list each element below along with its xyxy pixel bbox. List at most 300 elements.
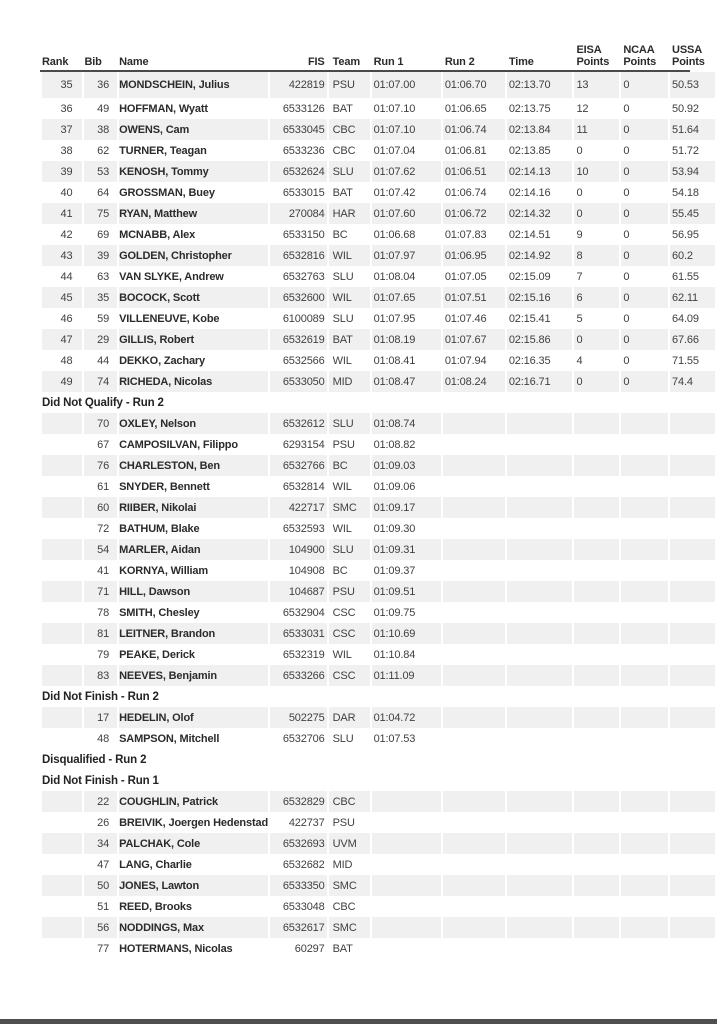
cell-time: 02:14.13	[507, 161, 573, 182]
cell-ncaa	[621, 917, 668, 938]
cell-ussa: 67.66	[670, 329, 715, 350]
cell-eisa: 13	[574, 72, 619, 98]
cell-run1: 01:08.74	[372, 413, 441, 434]
cell-name: DEKKO, Zachary	[119, 354, 206, 367]
cell-ussa: 56.95	[672, 228, 699, 241]
cell-ussa	[670, 665, 715, 686]
cell-run2	[443, 455, 505, 476]
cell-eisa	[574, 476, 619, 497]
cell-fis: 6533236	[282, 144, 325, 157]
table-row	[42, 497, 715, 518]
cell-run1: 01:04.72	[372, 707, 441, 728]
cell-ncaa	[621, 707, 668, 728]
cell-fis: 6533031	[270, 623, 327, 644]
table-row	[42, 812, 715, 833]
table-row	[42, 623, 715, 644]
cell-eisa: 9	[576, 228, 583, 241]
cell-team: CBC	[332, 900, 356, 913]
cell-ncaa	[621, 455, 668, 476]
cell-fis: 6533266	[270, 665, 327, 686]
cell-time: 02:14.92	[507, 245, 573, 266]
col-header-fis: FIS	[307, 56, 325, 68]
cell-run1: 01:07.42	[373, 186, 416, 199]
cell-time	[507, 875, 573, 896]
cell-ussa	[670, 917, 715, 938]
cell-bib: 44	[97, 354, 110, 367]
cell-run2: 01:07.83	[444, 228, 487, 241]
cell-ussa	[670, 560, 715, 581]
cell-eisa	[574, 413, 619, 434]
cell-team: WIL	[332, 480, 352, 493]
cell-team: MID	[332, 858, 353, 871]
cell-time: 02:14.32	[507, 203, 573, 224]
cell-eisa	[574, 665, 619, 686]
cell-fis: 6532763	[282, 270, 325, 283]
cell-run1	[372, 854, 441, 875]
cell-eisa: 7	[576, 270, 583, 283]
cell-eisa: 4	[576, 354, 583, 367]
cell-rank	[42, 623, 82, 644]
header-divider	[40, 70, 690, 72]
cell-time: 02:16.71	[507, 371, 573, 392]
table-row	[42, 707, 715, 728]
cell-rank: 39	[42, 161, 82, 182]
cell-name: BATHUM, Blake	[119, 522, 200, 535]
cell-bib: 79	[97, 648, 110, 661]
cell-name: RYAN, Matthew	[119, 203, 268, 224]
cell-eisa	[574, 434, 619, 455]
cell-run1	[372, 896, 441, 917]
cell-run1	[372, 833, 441, 854]
table-row	[42, 308, 715, 329]
cell-team: SLU	[329, 539, 370, 560]
cell-team: UVM	[329, 833, 370, 854]
cell-ussa	[670, 623, 715, 644]
cell-team: PSU	[332, 816, 355, 829]
cell-ussa: 64.09	[672, 312, 699, 325]
cell-team: PSU	[329, 72, 370, 98]
cell-eisa: 6	[574, 287, 619, 308]
cell-run1: 01:08.04	[373, 270, 416, 283]
cell-time	[507, 413, 573, 434]
cell-team: BAT	[332, 942, 353, 955]
cell-run1: 01:08.19	[372, 329, 441, 350]
cell-time	[507, 476, 573, 497]
cell-bib: 83	[84, 665, 117, 686]
cell-team: BC	[332, 228, 348, 241]
cell-eisa	[574, 875, 619, 896]
cell-ussa	[670, 728, 715, 749]
table-row	[42, 539, 715, 560]
cell-fis: 6532693	[270, 833, 327, 854]
cell-team: CSC	[332, 606, 356, 619]
table-row	[42, 245, 715, 266]
cell-eisa: 10	[574, 161, 619, 182]
table-row	[42, 938, 715, 959]
table-row	[42, 182, 715, 203]
cell-rank	[42, 560, 82, 581]
table-row	[42, 602, 715, 623]
col-header-name: Name	[119, 56, 149, 68]
cell-run1: 01:07.97	[372, 245, 441, 266]
cell-fis: 270084	[270, 203, 327, 224]
cell-name: GOLDEN, Christopher	[119, 245, 268, 266]
cell-team: SLU	[332, 312, 354, 325]
cell-bib: 78	[97, 606, 110, 619]
cell-run1: 01:09.30	[373, 522, 416, 535]
cell-name: SNYDER, Bennett	[119, 480, 210, 493]
cell-run1: 01:06.68	[373, 228, 416, 241]
cell-run1: 01:09.31	[372, 539, 441, 560]
table-row	[42, 455, 715, 476]
cell-ussa	[670, 938, 715, 959]
cell-name: CAMPOSILVAN, Filippo	[119, 438, 238, 451]
cell-team: CBC	[332, 144, 356, 157]
cell-name: GROSSMAN, Buey	[119, 186, 215, 199]
cell-eisa	[574, 938, 619, 959]
cell-name: NODDINGS, Max	[119, 917, 268, 938]
cell-fis: 6532624	[270, 161, 327, 182]
cell-name: PALCHAK, Cole	[119, 833, 268, 854]
cell-ncaa: 0	[621, 245, 668, 266]
cell-ncaa	[621, 728, 668, 749]
col-header-ncaa: NCAA Points	[623, 44, 657, 68]
cell-team: SMC	[329, 917, 370, 938]
cell-run1: 01:09.51	[372, 581, 441, 602]
cell-bib: 76	[84, 455, 117, 476]
cell-bib: 26	[97, 816, 110, 829]
cell-rank	[42, 812, 82, 833]
cell-rank	[42, 728, 82, 749]
cell-bib: 50	[84, 875, 117, 896]
cell-ussa	[670, 833, 715, 854]
table-row	[42, 224, 715, 245]
cell-fis: 422819	[270, 72, 327, 98]
cell-ussa: 53.94	[670, 161, 715, 182]
cell-time	[507, 791, 573, 812]
cell-eisa: 5	[576, 312, 583, 325]
cell-name: SMITH, Chesley	[119, 606, 200, 619]
cell-eisa: 0	[574, 203, 619, 224]
cell-run2: 01:07.46	[444, 312, 487, 325]
cell-run1	[372, 938, 441, 959]
cell-team: SLU	[329, 161, 370, 182]
cell-run2	[443, 497, 505, 518]
cell-eisa	[574, 833, 619, 854]
cell-ussa	[670, 812, 715, 833]
cell-name: HOTERMANS, Nicolas	[119, 942, 233, 955]
header-row	[42, 38, 715, 72]
cell-ncaa	[621, 875, 668, 896]
cell-run1: 01:07.10	[373, 102, 416, 115]
cell-team: BAT	[332, 102, 353, 115]
cell-time: 02:14.16	[508, 186, 551, 199]
cell-name: JONES, Lawton	[119, 875, 268, 896]
cell-run2	[443, 728, 505, 749]
cell-fis: 6533045	[270, 119, 327, 140]
cell-run1: 01:07.04	[373, 144, 416, 157]
cell-team: BAT	[329, 329, 370, 350]
cell-ncaa: 0	[623, 186, 630, 199]
cell-run2	[443, 581, 505, 602]
cell-rank	[42, 644, 82, 665]
cell-time: 02:15.41	[508, 312, 551, 325]
cell-team: WIL	[329, 287, 370, 308]
cell-bib: 64	[97, 186, 110, 199]
cell-name: BREIVIK, Joergen Hedenstad	[119, 816, 269, 829]
table-row	[42, 665, 715, 686]
table-row	[42, 875, 715, 896]
cell-team: WIL	[332, 354, 352, 367]
cell-rank: 46	[60, 312, 73, 325]
cell-ncaa	[621, 539, 668, 560]
cell-run1: 01:08.41	[373, 354, 416, 367]
cell-rank: 36	[60, 102, 73, 115]
cell-ussa	[670, 644, 715, 665]
cell-ncaa: 0	[623, 228, 630, 241]
section-header-row	[42, 770, 715, 791]
cell-time: 02:13.84	[507, 119, 573, 140]
cell-fis: 6533048	[282, 900, 325, 913]
cell-fis: 6293154	[282, 438, 325, 451]
cell-bib: 72	[97, 522, 110, 535]
cell-run1: 01:07.10	[372, 119, 441, 140]
cell-rank: 41	[42, 203, 82, 224]
cell-team: SLU	[329, 413, 370, 434]
cell-rank	[42, 875, 82, 896]
cell-team: CSC	[329, 623, 370, 644]
cell-rank: 38	[60, 144, 73, 157]
cell-ncaa	[621, 812, 668, 833]
table-row	[42, 833, 715, 854]
cell-run1	[372, 917, 441, 938]
cell-eisa: 0	[574, 371, 619, 392]
cell-ncaa	[621, 623, 668, 644]
cell-run2	[443, 560, 505, 581]
cell-eisa	[574, 812, 619, 833]
cell-rank	[42, 539, 82, 560]
cell-run2	[443, 434, 505, 455]
cell-bib: 36	[84, 72, 117, 98]
cell-ncaa: 0	[623, 270, 630, 283]
cell-fis: 60297	[294, 942, 325, 955]
cell-fis: 6532617	[270, 917, 327, 938]
cell-bib: 75	[84, 203, 117, 224]
cell-ussa	[670, 707, 715, 728]
results-table-header	[42, 38, 715, 72]
cell-time: 02:15.16	[507, 287, 573, 308]
cell-fis: 6533126	[282, 102, 325, 115]
cell-rank	[42, 938, 82, 959]
table-row	[42, 161, 715, 182]
cell-rank	[42, 791, 82, 812]
cell-run2: 01:07.94	[444, 354, 487, 367]
cell-run2	[443, 623, 505, 644]
cell-name: LANG, Charlie	[119, 858, 192, 871]
cell-run1: 01:08.82	[373, 438, 416, 451]
cell-fis: 6532319	[282, 648, 325, 661]
cell-rank	[42, 455, 82, 476]
cell-name: HOFFMAN, Wyatt	[119, 102, 208, 115]
cell-time	[507, 917, 573, 938]
cell-time	[507, 560, 573, 581]
cell-run2	[443, 707, 505, 728]
cell-ncaa	[621, 581, 668, 602]
cell-eisa	[574, 896, 619, 917]
cell-eisa	[574, 581, 619, 602]
cell-bib: 41	[97, 564, 110, 577]
cell-ussa	[670, 602, 715, 623]
cell-rank: 48	[60, 354, 73, 367]
table-row	[42, 560, 715, 581]
cell-run1: 01:09.06	[373, 480, 416, 493]
cell-fis: 6532600	[270, 287, 327, 308]
cell-time	[507, 434, 573, 455]
col-header-run2: Run 2	[444, 56, 475, 68]
cell-bib: 62	[97, 144, 110, 157]
cell-fis: 6532612	[270, 413, 327, 434]
section-title: Did Not Finish - Run 2	[42, 690, 159, 703]
cell-bib: 29	[84, 329, 117, 350]
cell-time	[507, 854, 573, 875]
col-header-time: Time	[508, 56, 534, 68]
cell-team: CSC	[329, 665, 370, 686]
cell-team: PSU	[332, 438, 355, 451]
col-header-eisa: EISA Points	[576, 44, 610, 68]
cell-fis: 6100089	[282, 312, 325, 325]
cell-time	[507, 497, 573, 518]
cell-name: BOCOCK, Scott	[119, 287, 268, 308]
cell-rank: 47	[42, 329, 82, 350]
cell-eisa: 0	[574, 329, 619, 350]
cell-ussa	[670, 497, 715, 518]
cell-fis: 6532593	[282, 522, 325, 535]
table-row	[42, 476, 715, 497]
table-row	[42, 917, 715, 938]
cell-ncaa: 0	[621, 329, 668, 350]
cell-ncaa	[621, 644, 668, 665]
cell-run2	[443, 602, 505, 623]
cell-bib: 49	[97, 102, 110, 115]
cell-fis: 6533050	[270, 371, 327, 392]
cell-bib: 22	[84, 791, 117, 812]
cell-ussa: 74.4	[670, 371, 715, 392]
cell-run1: 01:07.95	[373, 312, 416, 325]
cell-time	[507, 623, 573, 644]
cell-eisa: 8	[574, 245, 619, 266]
cell-eisa	[574, 602, 619, 623]
cell-bib: 56	[84, 917, 117, 938]
cell-ncaa	[621, 413, 668, 434]
cell-name: NEEVES, Benjamin	[119, 665, 268, 686]
cell-run2: 01:06.95	[443, 245, 505, 266]
table-row	[42, 203, 715, 224]
cell-ncaa	[621, 854, 668, 875]
table-row	[42, 791, 715, 812]
cell-run2: 01:06.74	[443, 119, 505, 140]
cell-bib: 54	[84, 539, 117, 560]
cell-rank	[42, 518, 82, 539]
cell-ncaa	[621, 938, 668, 959]
cell-run1: 01:09.37	[373, 564, 416, 577]
cell-team: SMC	[329, 497, 370, 518]
cell-ncaa: 0	[621, 287, 668, 308]
cell-eisa	[574, 623, 619, 644]
cell-run1: 01:08.47	[372, 371, 441, 392]
cell-ncaa	[621, 602, 668, 623]
cell-team: WIL	[329, 245, 370, 266]
cell-ussa: 60.2	[670, 245, 715, 266]
cell-rank	[42, 581, 82, 602]
cell-rank	[42, 665, 82, 686]
cell-name: RICHEDA, Nicolas	[119, 371, 268, 392]
cell-rank	[42, 896, 82, 917]
cell-ncaa: 0	[623, 144, 630, 157]
cell-run2: 01:07.05	[444, 270, 487, 283]
cell-ncaa	[621, 791, 668, 812]
cell-eisa	[574, 497, 619, 518]
cell-rank	[42, 707, 82, 728]
cell-run2: 01:06.65	[444, 102, 487, 115]
cell-run1: 01:09.75	[373, 606, 416, 619]
cell-bib: 60	[84, 497, 117, 518]
cell-team: DAR	[329, 707, 370, 728]
cell-fis: 6533150	[282, 228, 325, 241]
cell-name: LEITNER, Brandon	[119, 623, 268, 644]
cell-run1: 01:07.62	[372, 161, 441, 182]
cell-run2: 01:08.24	[443, 371, 505, 392]
table-row	[42, 119, 715, 140]
cell-bib: 70	[84, 413, 117, 434]
cell-time	[507, 938, 573, 959]
cell-rank	[42, 602, 82, 623]
cell-eisa	[574, 539, 619, 560]
cell-ncaa: 0	[621, 203, 668, 224]
cell-ncaa: 0	[623, 102, 630, 115]
cell-bib: 47	[97, 858, 110, 871]
table-row	[42, 72, 715, 98]
cell-run2: 01:06.51	[443, 161, 505, 182]
cell-ncaa	[621, 665, 668, 686]
cell-name: COUGHLIN, Patrick	[119, 791, 268, 812]
cell-eisa	[574, 518, 619, 539]
cell-run1: 01:07.65	[372, 287, 441, 308]
cell-fis: 6532566	[282, 354, 325, 367]
cell-bib: 63	[97, 270, 110, 283]
cell-fis: 104900	[270, 539, 327, 560]
cell-time: 02:15.86	[507, 329, 573, 350]
cell-run2	[443, 854, 505, 875]
cell-ussa: 55.45	[670, 203, 715, 224]
table-row	[42, 98, 715, 119]
cell-fis: 6532682	[282, 858, 325, 871]
cell-run1: 01:10.69	[372, 623, 441, 644]
cell-ncaa	[621, 896, 668, 917]
section-header-row	[42, 686, 715, 707]
cell-time: 02:13.85	[508, 144, 551, 157]
table-row	[42, 287, 715, 308]
cell-name: KENOSH, Tommy	[119, 161, 268, 182]
cell-run1: 01:07.53	[373, 732, 416, 745]
cell-fis: 6532766	[270, 455, 327, 476]
cell-team: CBC	[329, 119, 370, 140]
cell-bib: 67	[97, 438, 110, 451]
cell-rank: 45	[42, 287, 82, 308]
cell-fis: 6532829	[270, 791, 327, 812]
table-row	[42, 350, 715, 371]
cell-team: WIL	[332, 648, 352, 661]
cell-run2	[443, 791, 505, 812]
